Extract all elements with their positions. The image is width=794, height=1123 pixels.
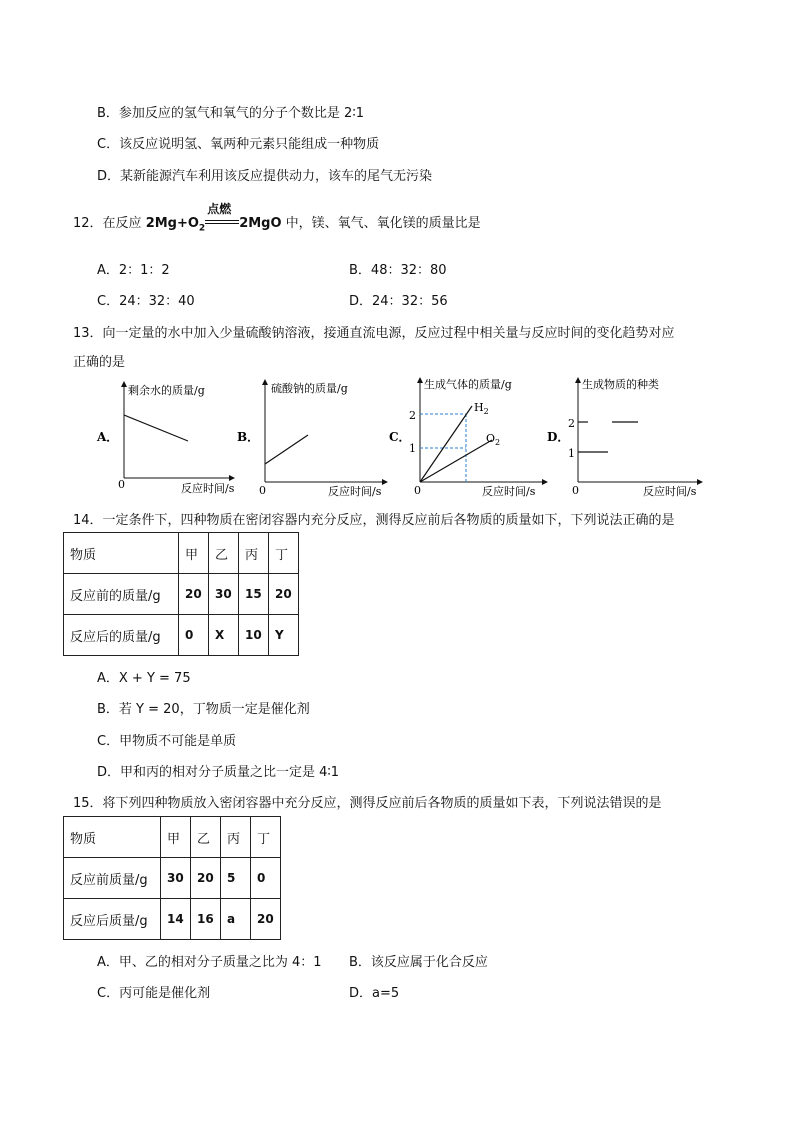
graph-c-ylabel: 生成气体的质量/g — [424, 378, 512, 391]
q11-option-d: D．某新能源汽车利用该反应提供动力，该车的尾气无污染 — [97, 169, 433, 184]
q11-option-c: C．该反应说明氢、氧两种元素只能组成一种物质 — [97, 137, 380, 152]
table-cell: X — [209, 615, 239, 656]
q14-option-a: A．X + Y = 75 — [97, 671, 191, 686]
graph-a-xlabel: 反应时间/s — [181, 482, 235, 495]
graph-a-ylabel: 剩余水的质量/g — [128, 384, 205, 397]
table-cell: 乙 — [191, 817, 221, 858]
table-cell: 反应后的质量/g — [64, 615, 179, 656]
table-cell: 30 — [161, 858, 191, 899]
graph-c-label: C． — [389, 430, 411, 444]
q12-eq-right: 2MgO — [239, 216, 282, 231]
q12-prefix: 12．在反应 — [73, 216, 146, 231]
table-cell: 乙 — [209, 533, 239, 574]
graph-b-label: B． — [237, 430, 260, 444]
graph-d-tick-2: 2 — [568, 417, 575, 430]
q13-stem-line2: 正确的是 — [73, 355, 126, 370]
table-cell: a — [221, 899, 251, 940]
table-cell: 甲 — [161, 817, 191, 858]
q15-option-a: A．甲、乙的相对分子质量之比为 4：1 — [97, 955, 322, 970]
q12-option-d: D．24：32：56 — [349, 294, 448, 309]
table-cell: 丙 — [239, 533, 269, 574]
graph-c-tick-1: 1 — [409, 442, 416, 455]
q13-graphs — [0, 370, 794, 505]
q12-eq-left: 2Mg+O — [145, 216, 199, 231]
graph-a-origin: 0 — [118, 478, 125, 491]
q15-stem: 15．将下列四种物质放入密闭容器中充分反应，测得反应前后各物质的质量如下表，下列说法错误的是 — [73, 796, 662, 811]
graph-c-o2-line — [420, 440, 492, 482]
table-header-row — [64, 533, 299, 574]
table-cell: 反应前的质量/g — [64, 574, 179, 615]
table-cell: 10 — [239, 615, 269, 656]
graph-c-h2-line — [420, 406, 472, 482]
table-cell: 丁 — [251, 817, 281, 858]
q13-stem-line1: 13．向一定量的水中加入少量硫酸钠溶液，接通直流电源，反应过程中相关量与反应时间的变化趋势对应 — [73, 326, 675, 341]
graph-c-o2-label: $O_2$ — [486, 432, 501, 447]
table-row — [64, 615, 299, 656]
table-cell: 20 — [269, 574, 299, 615]
table-cell: 20 — [191, 858, 221, 899]
q12-eq-sub: 2 — [198, 223, 206, 234]
table-cell: 甲 — [179, 533, 209, 574]
table-cell: 物质 — [64, 533, 179, 574]
q12-option-a: A．2：1：2 — [97, 263, 170, 278]
table-row — [64, 858, 281, 899]
q12-option-b: B．48：32：80 — [349, 263, 447, 278]
q11-option-b: B．参加反应的氢气和氧气的分子个数比是 2∶1 — [97, 106, 364, 121]
q15-table — [63, 816, 281, 940]
q12-suffix: 中，镁、氧气、氧化镁的质量比是 — [281, 216, 481, 231]
q12-equals-line — [205, 220, 239, 224]
table-cell: 20 — [251, 899, 281, 940]
table-cell: 丁 — [269, 533, 299, 574]
graph-d-tick-1: 1 — [568, 447, 575, 460]
table-cell: 16 — [191, 899, 221, 940]
graph-b-line — [265, 435, 308, 464]
q15-option-d: D．a=5 — [349, 986, 400, 1001]
table-cell: 30 — [209, 574, 239, 615]
q14-table — [63, 532, 299, 656]
table-cell: 0 — [251, 858, 281, 899]
table-cell: 14 — [161, 899, 191, 940]
q15-option-b: B．该反应属于化合反应 — [349, 955, 488, 970]
table-cell: 15 — [239, 574, 269, 615]
table-cell: 0 — [179, 615, 209, 656]
graph-c-xlabel: 反应时间/s — [482, 485, 536, 498]
table-row — [64, 899, 281, 940]
graph-a-line — [124, 415, 188, 441]
q14-option-c: C．甲物质不可能是单质 — [97, 734, 237, 749]
graph-d — [547, 377, 700, 498]
graph-b — [237, 381, 385, 498]
q15-option-c: C．丙可能是催化剂 — [97, 986, 211, 1001]
table-cell: 丙 — [221, 817, 251, 858]
q12-reaction-arrow — [205, 202, 239, 227]
table-cell: 物质 — [64, 817, 161, 858]
graph-a-label: A． — [97, 430, 119, 444]
table-cell: Y — [269, 615, 299, 656]
table-cell: 20 — [179, 574, 209, 615]
q14-stem: 14．一定条件下，四种物质在密闭容器内充分反应，测得反应前后各物质的质量如下，下列说法正确的是 — [73, 513, 675, 528]
graph-b-ylabel: 硫酸钠的质量/g — [271, 382, 348, 395]
table-header-row — [64, 817, 281, 858]
q12-condition: 点燃 — [207, 202, 232, 216]
q12-option-c: C．24：32：40 — [97, 294, 195, 309]
graph-d-ylabel: 生成物质的种类 — [582, 378, 659, 391]
graph-c-origin: 0 — [414, 484, 421, 497]
graph-b-xlabel: 反应时间/s — [328, 485, 382, 498]
graph-c-h2-label: $H_2$ — [474, 401, 489, 416]
graph-a — [96, 383, 235, 495]
table-row — [64, 574, 299, 615]
q12-stem — [73, 202, 481, 234]
graph-d-origin: 0 — [572, 484, 579, 497]
table-cell: 5 — [221, 858, 251, 899]
graph-d-label: D． — [547, 430, 570, 444]
graph-c-tick-2: 2 — [409, 409, 416, 422]
graph-c — [389, 377, 545, 498]
graph-d-xlabel: 反应时间/s — [643, 485, 697, 498]
graph-b-origin: 0 — [259, 484, 266, 497]
table-cell: 反应后质量/g — [64, 899, 161, 940]
q14-option-d: D．甲和丙的相对分子质量之比一定是 4∶1 — [97, 765, 340, 780]
q14-option-b: B．若 Y = 20，丁物质一定是催化剂 — [97, 702, 310, 717]
table-cell: 反应前质量/g — [64, 858, 161, 899]
